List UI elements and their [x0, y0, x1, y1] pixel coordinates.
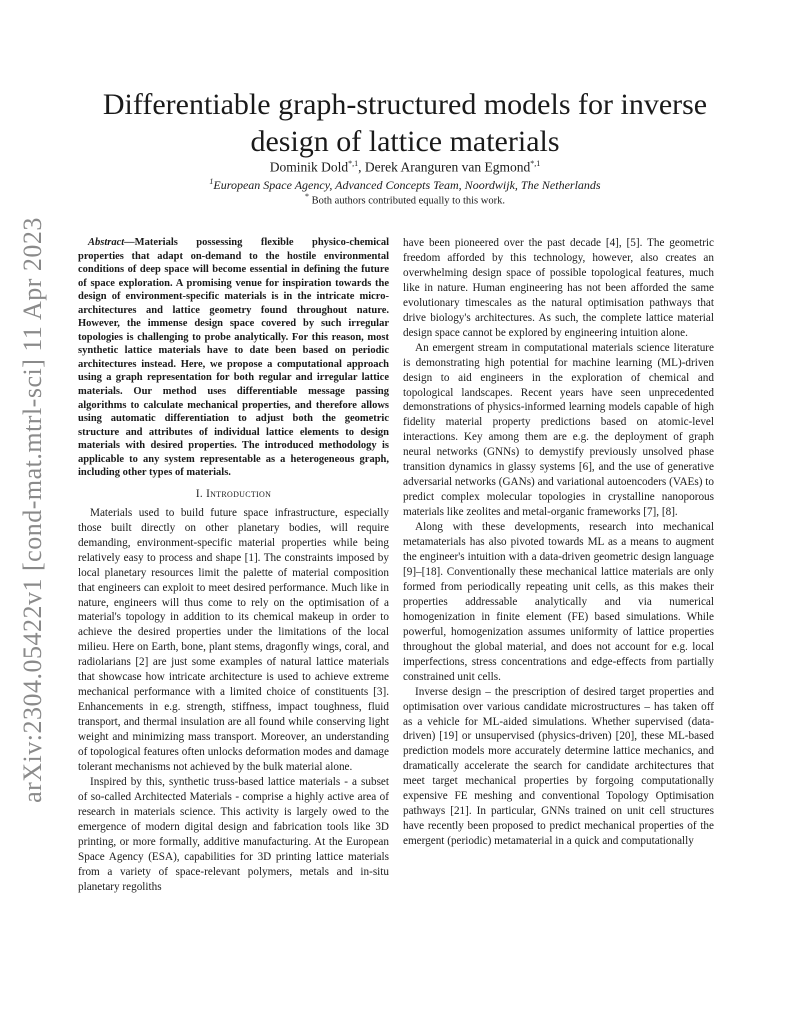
body-paragraph: Materials used to build future space infrastructure, especially those built directly on other planetary bodies, will require demanding, environment-specific material properties while being relatively easy to process and shape [1]. The constraints imposed by local planetary resources limit the palette of material composition that engineers can exploit to meet desired performance. Much like in nature, engineers will thus come to rely on the optimisation of a material's topology in addition to its chemical makeup in order to achieve the desired properties under the limitations of the local milieu. Here on Earth, bone, plant stems, dragonfly wings, coral, and radiolarians [2] are just some examples of natural lattice materials that showcase how intricate architecture is used to achieve extreme mechanical performance with a limited choice of constituents [3]. Enhancements in e.g. strength, stiffness, impact toughness, fluid transport, and thermal insulation are all found while conserving light weight and minimizing mass transport. Moreover, an understanding of topological features often unlocks deformation modes and damage tolerant mechanisms not achieved by the bulk material alone. [78, 506, 389, 773]
affiliation-text: European Space Agency, Advanced Concepts Team, Noordwijk, The Netherlands [213, 178, 601, 192]
section-heading-introduction [78, 487, 389, 502]
equal-note-superscript: * [305, 192, 309, 201]
affiliation-superscript: 1 [209, 177, 214, 186]
arxiv-identifier-text: arXiv:2304.05422v1 [cond-mat.mtrl-sci] 11 Apr 2023 [18, 217, 48, 803]
body-paragraph-continued: have been pioneered over the past decade [4], [5]. The geometric freedom afforded by this technology, however, also creates an overwhelming design space of possible topological features, much like in nature. Human engineering has not been afforded the same evolutionary timescales as the natural optimisation pathways that drive biology's architectures. As such, the complete lattice material design space cannot be explored by engineering intuition alone. [403, 237, 714, 339]
body-paragraph: Along with these developments, research into mechanical metamaterials has also pivoted towards ML as a means to augment the engineer's intuition with a data-driven geometric design language [9]–[18]. Conventionally these mechanical lattice materials are only formed from periodically repeating unit cells, as this makes their properties addressable analytically and via numerical homogenization in finite element (FE) based simulations. While powerful, homogenization assumes uniformity of lattice properties throughout the global material, and does not account for e.g. local imperfections, stress concentrations and edge-effects from partially constrained unit cells. [403, 521, 714, 683]
left-column [78, 236, 389, 895]
author-name: Dominik Dold [269, 159, 349, 175]
section-number: I. [195, 487, 207, 500]
body-paragraph: An emergent stream in computational materials science literature is demonstrating high potential for machine learning (ML)-driven design to aid engineers in the exploration of chemical and topological landscapes. Recent years have seen unprecedented demonstrations of physics-informed learning models capable of high fidelity material property predictions based on atomic-level interactions. Key among them are e.g. the deployment of graph neural networks (GNNs) to demystify previously unsolved phase transition dynamics in glassy systems [6], and the use of generative adversarial networks (GANs) and variational autoencoders (VAEs) to predict complex molecular topologies in crystalline nanoporous materials like zeolites and metal-organic frameworks [7], [8]. [403, 341, 714, 519]
author-separator: , [358, 159, 365, 175]
author-superscript: *,1 [530, 159, 541, 168]
right-column [403, 236, 714, 849]
paper-title: Differentiable graph-structured models for inverse design of lattice materials [102, 88, 708, 159]
author-line [60, 155, 750, 176]
author-name: Derek Aranguren van Egmond [364, 159, 531, 175]
abstract [78, 236, 389, 480]
arxiv-identifier-stamp [14, 217, 52, 803]
equal-note-text: Both authors contributed equally to this work. [309, 195, 505, 207]
equal-contribution-note [60, 190, 750, 208]
body-paragraph: Inverse design – the prescription of desired target properties and optimisation over various candidate microstructures – has taken off as a vehicle for ML-aided simulations. Whether supervised (data-driven) [19] or unsupervised (physics-driven) [20], these ML-based prediction models more accurately determine lattice mechanics, and dramatically accelerate the search for candidate architectures that meet target mechanical properties by forgoing computationally expensive FE meshing and conventional Topology Optimisation pathways [21]. In particular, GNNs trained on unit cell structures have recently been proposed to predict mechanical properties of the emergent (periodic) metamaterial in a quick and computationally [403, 685, 714, 848]
body-paragraph: Inspired by this, synthetic truss-based lattice materials - a subset of so-called Architected Materials - comprise a highly active area of research in materials science. This activity is largely owed to the emergence of modern digital design and fabrication tools like 3D printing, or more formally, additive manufacturing. At the European Space Agency (ESA), capabilities for 3D printing lattice materials from a variety of space-relevant polymers, metals and in-situ planetary regoliths [78, 775, 389, 893]
author-superscript: *,1 [348, 159, 359, 168]
abstract-label: Abstract [88, 237, 125, 248]
section-title: Introduction [206, 487, 272, 500]
abstract-text: —Materials possessing flexible physico-chemical properties that adapt on-demand to the hostile environmental conditions of deep space will become essential in defining the future of space exploration. A promising venue for inspiration towards the design of environment-specific materials is in the intricate micro-architectures and lattice geometry found throughout nature. However, the immense design space covered by such irregular topologies is challenging to probe analytically. For this reason, most synthetic lattice materials have to date been based on periodic architectures instead. Here, we propose a computational approach using a graph representation for both regular and irregular lattice materials. Our method uses differentiable message passing algorithms to calculate mechanical properties, and therefore allows using automatic differentiation to adjust both the geometric structure and attributes of individual lattice elements to design materials with desired properties. The introduced methodology is applicable to any system representable as a heterogeneous graph, including other types of materials. [78, 237, 389, 479]
